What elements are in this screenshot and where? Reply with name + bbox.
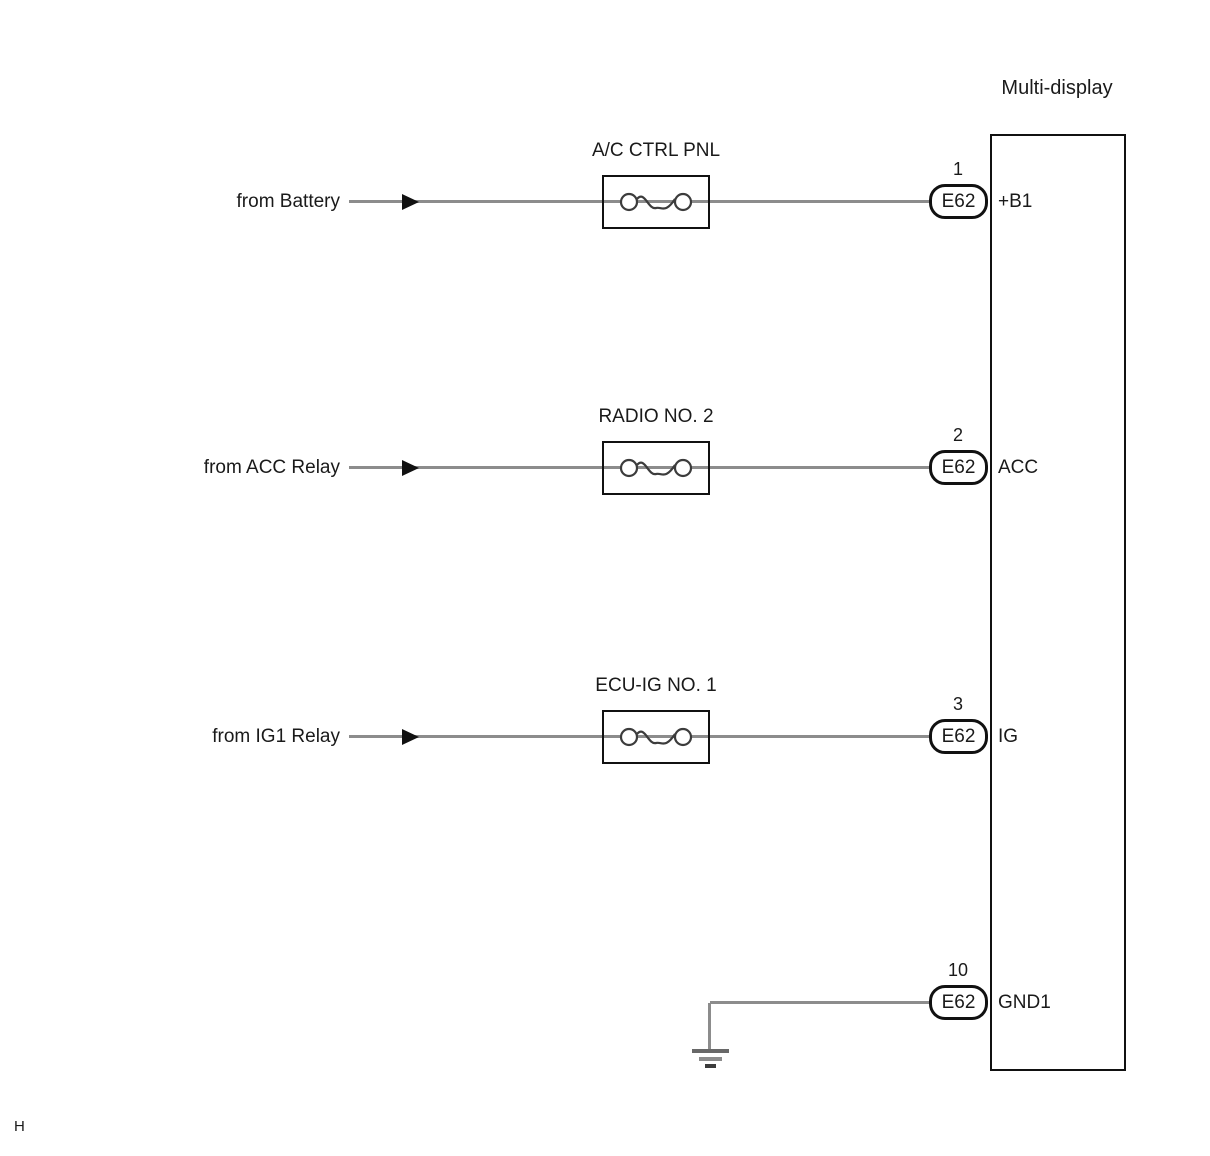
terminal-label: GND1	[998, 992, 1051, 1013]
pin-number: 10	[947, 960, 969, 980]
source-label: from IG1 Relay	[212, 726, 340, 747]
arrow-right-icon	[402, 194, 419, 210]
fuse-label: RADIO NO. 2	[598, 406, 714, 427]
terminal-label: +B1	[998, 191, 1033, 212]
terminal-label: IG	[998, 726, 1019, 747]
fuse-icon	[602, 175, 710, 229]
fuse-icon	[602, 710, 710, 764]
connector-badge	[929, 450, 988, 485]
source-label: from Battery	[236, 191, 340, 212]
connector-badge	[929, 985, 988, 1020]
connector-code: E62	[941, 456, 976, 478]
component-title: Multi-display	[1001, 77, 1113, 99]
arrow-right-icon	[402, 729, 419, 745]
connector-code: E62	[941, 725, 976, 747]
ground-icon	[692, 1003, 732, 1073]
fuse-label: ECU-IG NO. 1	[595, 675, 717, 696]
connector-badge	[929, 719, 988, 754]
pin-number: 3	[952, 694, 963, 714]
pin-number: 2	[952, 425, 963, 445]
page-marker: H	[14, 1118, 25, 1135]
terminal-label: ACC	[998, 457, 1039, 478]
connector-badge	[929, 184, 988, 219]
connector-code: E62	[941, 190, 976, 212]
connector-code: E62	[941, 991, 976, 1013]
arrow-right-icon	[402, 460, 419, 476]
wire	[710, 1001, 931, 1004]
fuse-label: A/C CTRL PNL	[591, 140, 721, 161]
source-label: from ACC Relay	[203, 457, 340, 478]
multi-display-box	[990, 134, 1126, 1071]
pin-number: 1	[952, 159, 963, 179]
fuse-icon	[602, 441, 710, 495]
